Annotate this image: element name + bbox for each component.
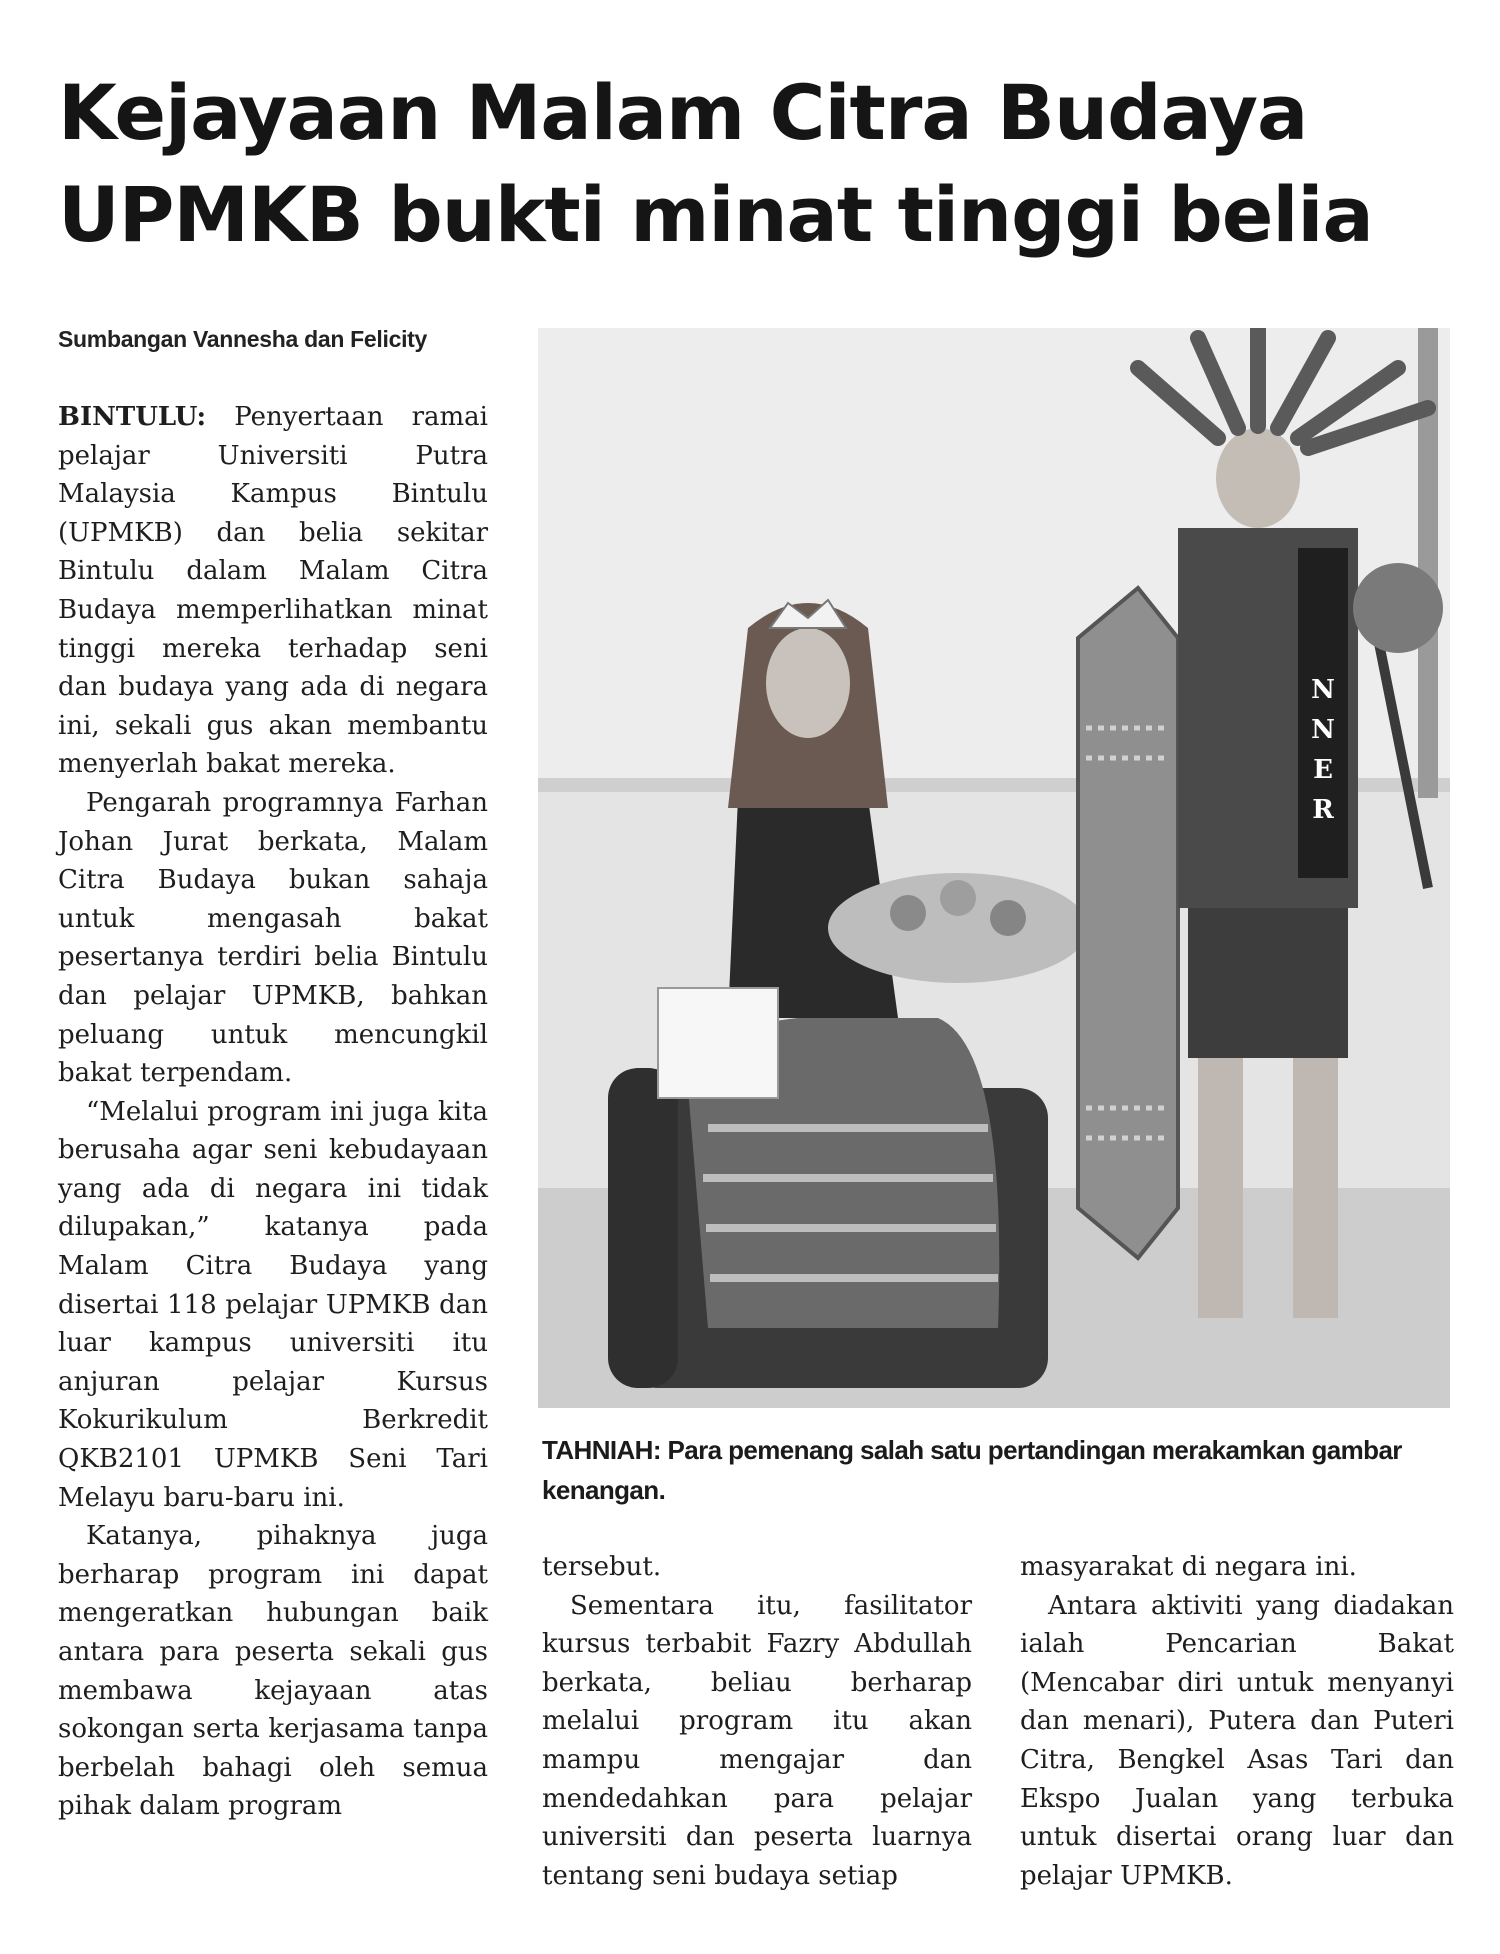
photo-sash-letter: N	[1311, 715, 1335, 745]
photo-man-leg	[1293, 1058, 1338, 1318]
article-column-2	[542, 1548, 972, 1895]
photo-sash-letter: R	[1312, 795, 1334, 825]
caption-text: Para pemenang salah satu pertandingan merakamkan gambar kenangan.	[542, 1435, 1402, 1505]
photo-armchair-arm	[608, 1068, 678, 1388]
article-column-3	[1020, 1548, 1454, 1895]
photo-flower	[940, 880, 976, 916]
paragraph-5: tersebut.	[542, 1552, 662, 1582]
photo-winner-sash	[1298, 548, 1348, 878]
photo-shield	[1078, 588, 1178, 1258]
headline-line-2: UPMKB bukti minat tinggi belia	[58, 170, 1373, 259]
photo-flower	[890, 895, 926, 931]
photo-man-loincloth	[1188, 908, 1348, 1058]
article-column-1	[58, 398, 488, 1826]
paragraph-4: Katanya, pihaknya juga berharap program ini dapat mengeratkan hubungan baik antara para peserta sekali gus membawa kejayaan atas sokongan serta kerjasama tanpa berbelah bahagi oleh semua pihak dalam program	[58, 1521, 488, 1822]
byline: Sumbangan Vannesha dan Felicity	[58, 326, 428, 352]
photo-illustration	[538, 328, 1450, 1408]
dateline: BINTULU:	[58, 402, 207, 432]
caption-lead: TAHNIAH:	[542, 1435, 661, 1465]
paragraph-8: Antara aktiviti yang diadakan ialah Pencarian Bakat (Mencabar diri untuk menyanyi dan menari), Putera dan Puteri Citra, Bengkel Asas Tari dan Ekspo Jualan yang terbuka untuk disertai orang luar dan pelajar UPMKB.	[1020, 1590, 1454, 1891]
photo-screen-edge	[1418, 328, 1438, 798]
headline-line-1: Kejayaan Malam Citra Budaya	[58, 68, 1308, 157]
photo-sash-letter: E	[1313, 755, 1333, 785]
paragraph-7: masyarakat di negara ini.	[1020, 1552, 1357, 1582]
photo-certificate	[658, 988, 778, 1098]
paragraph-1-text: Penyertaan ramai pelajar Universiti Putra Malaysia Kampus Bintulu (UPMKB) dan belia sekitar Bintulu dalam Malam Citra Budaya memperlihatkan minat tinggi mereka terhadap seni dan budaya yang ada di negara ini, sekali gus akan membantu menyerlah bakat mereka.	[58, 402, 489, 780]
paragraph-3: “Melalui program ini juga kita berusaha agar seni kebudayaan yang ada di negara ini tidak dilupakan,” katanya pada Malam Citra Budaya yang disertai 118 pelajar UPMKB dan luar kampus universiti itu anjuran pelajar Kursus Kokurikulum Berkredit QKB2101 UPMKB Seni Tari Melayu baru-baru ini.	[58, 1096, 488, 1513]
paragraph-6: Sementara itu, fasilitator kursus terbabit Fazry Abdullah berkata, beliau berharap melalui program itu akan mampu mengajar dan mendedahkan para pelajar universiti dan peserta luarnya tentang seni budaya setiap	[542, 1590, 972, 1891]
photo-woman-face	[766, 628, 850, 738]
photo-man-leg	[1198, 1058, 1243, 1318]
photo-caption	[542, 1430, 1454, 1510]
news-photo	[538, 328, 1450, 1408]
paragraph-1	[58, 398, 488, 784]
headline	[58, 62, 1458, 266]
photo-sash-letter: N	[1311, 675, 1335, 705]
photo-plant	[1353, 563, 1443, 653]
photo-flower	[990, 900, 1026, 936]
photo-man-face	[1216, 428, 1300, 528]
paragraph-2: Pengarah programnya Farhan Johan Jurat berkata, Malam Citra Budaya bukan sahaja untuk mengasah bakat pesertanya terdiri belia Bintulu dan pelajar UPMKB, bahkan peluang untuk mencungkil bakat terpendam.	[58, 787, 488, 1089]
